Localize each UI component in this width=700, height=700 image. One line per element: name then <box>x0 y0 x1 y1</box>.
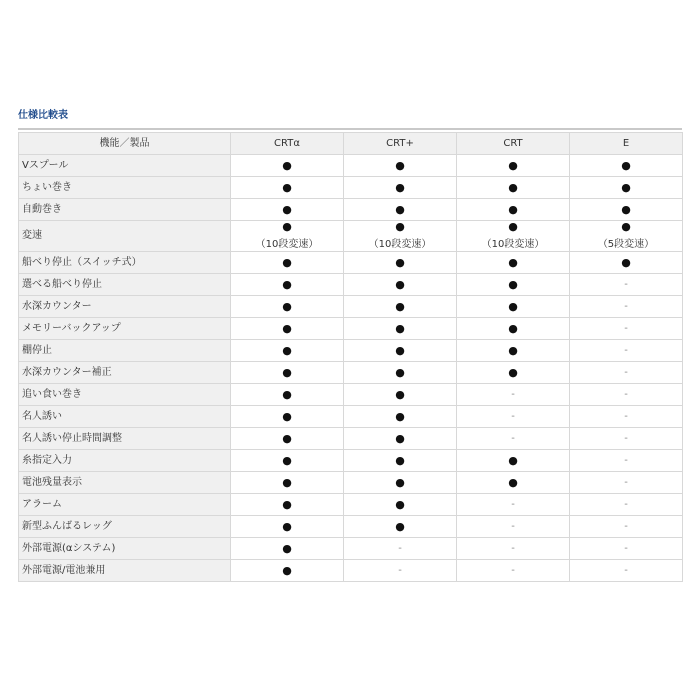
supported-mark: ● <box>508 453 518 467</box>
supported-mark: ● <box>395 180 405 194</box>
spec-cell <box>570 560 683 582</box>
unsupported-mark: - <box>624 454 628 466</box>
supported-mark: ● <box>282 255 292 269</box>
feature-label: 糸指定入力 <box>19 450 231 472</box>
spec-cell <box>457 560 570 582</box>
supported-mark: ● <box>621 255 631 269</box>
supported-mark: ● <box>282 387 292 401</box>
unsupported-mark: - <box>624 498 628 510</box>
spec-cell <box>344 199 457 221</box>
spec-cell <box>457 472 570 494</box>
spec-cell <box>457 252 570 274</box>
table-row <box>19 538 683 560</box>
supported-mark: ● <box>395 453 405 467</box>
unsupported-mark: - <box>624 564 628 576</box>
spec-cell <box>570 472 683 494</box>
spec-cell <box>231 199 344 221</box>
feature-label: 追い食い巻き <box>19 384 231 406</box>
spec-cell <box>231 516 344 538</box>
supported-mark: ● <box>395 158 405 172</box>
supported-mark: ● <box>621 180 631 194</box>
feature-label: 名人誘い停止時間調整 <box>19 428 231 450</box>
supported-mark: ● <box>508 343 518 357</box>
table-row <box>19 274 683 296</box>
spec-cell <box>457 494 570 516</box>
supported-mark: ● <box>508 277 518 291</box>
supported-mark: ● <box>508 299 518 313</box>
supported-mark: ● <box>395 475 405 489</box>
unsupported-mark: - <box>511 520 515 532</box>
unsupported-mark: - <box>624 388 628 400</box>
supported-mark: ● <box>508 180 518 194</box>
spec-cell <box>344 406 457 428</box>
supported-mark: ● <box>282 453 292 467</box>
spec-cell <box>231 494 344 516</box>
feature-label: 変速 <box>19 221 231 252</box>
unsupported-mark: - <box>624 520 628 532</box>
spec-cell <box>457 318 570 340</box>
unsupported-mark: - <box>511 498 515 510</box>
spec-note: （10段変速） <box>368 239 432 250</box>
header-product: CRT+ <box>344 133 457 155</box>
feature-label: 船べり停止（スイッチ式） <box>19 252 231 274</box>
spec-note: （10段変速） <box>255 239 319 250</box>
table-header-row <box>19 133 683 155</box>
supported-mark: ● <box>395 202 405 216</box>
supported-mark: ● <box>621 202 631 216</box>
spec-cell <box>344 472 457 494</box>
table-row <box>19 384 683 406</box>
table-row <box>19 221 683 252</box>
spec-cell <box>457 428 570 450</box>
spec-cell <box>231 472 344 494</box>
spec-cell <box>570 296 683 318</box>
spec-cell <box>231 406 344 428</box>
spec-cell <box>344 318 457 340</box>
supported-mark: ● <box>395 519 405 533</box>
unsupported-mark: - <box>624 410 628 422</box>
supported-mark: ● <box>282 343 292 357</box>
spec-cell <box>457 406 570 428</box>
spec-cell <box>231 296 344 318</box>
table-row <box>19 318 683 340</box>
spec-cell <box>231 450 344 472</box>
table-row <box>19 494 683 516</box>
spec-cell <box>457 516 570 538</box>
spec-cell <box>457 274 570 296</box>
supported-mark: ● <box>395 365 405 379</box>
supported-mark: ● <box>508 365 518 379</box>
table-row <box>19 450 683 472</box>
table-row <box>19 340 683 362</box>
spec-cell <box>344 450 457 472</box>
spec-cell <box>231 428 344 450</box>
supported-mark: ● <box>395 343 405 357</box>
table-row <box>19 362 683 384</box>
feature-label: 水深カウンター補正 <box>19 362 231 384</box>
spec-cell <box>457 177 570 199</box>
unsupported-mark: - <box>624 432 628 444</box>
unsupported-mark: - <box>398 564 402 576</box>
table-row <box>19 560 683 582</box>
spec-cell <box>457 384 570 406</box>
unsupported-mark: - <box>624 366 628 378</box>
supported-mark: ● <box>395 431 405 445</box>
supported-mark: ● <box>282 220 292 233</box>
header-product: CRTα <box>231 133 344 155</box>
spec-cell <box>457 538 570 560</box>
supported-mark: ● <box>508 321 518 335</box>
spec-cell <box>344 428 457 450</box>
unsupported-mark: - <box>511 388 515 400</box>
spec-cell <box>231 384 344 406</box>
supported-mark: ● <box>395 255 405 269</box>
spec-cell <box>457 296 570 318</box>
spec-cell <box>344 296 457 318</box>
spec-cell <box>457 450 570 472</box>
supported-mark: ● <box>282 519 292 533</box>
spec-cell <box>570 406 683 428</box>
supported-mark: ● <box>282 321 292 335</box>
supported-mark: ● <box>282 409 292 423</box>
supported-mark: ● <box>282 431 292 445</box>
supported-mark: ● <box>282 365 292 379</box>
supported-mark: ● <box>395 299 405 313</box>
feature-label: アラーム <box>19 494 231 516</box>
feature-label: ちょい巻き <box>19 177 231 199</box>
spec-note: （10段変速） <box>481 239 545 250</box>
unsupported-mark: - <box>398 542 402 554</box>
supported-mark: ● <box>395 409 405 423</box>
feature-label: 自動巻き <box>19 199 231 221</box>
spec-comparison-table <box>18 132 683 582</box>
supported-mark: ● <box>395 220 405 233</box>
unsupported-mark: - <box>624 344 628 356</box>
table-row <box>19 296 683 318</box>
supported-mark: ● <box>282 158 292 172</box>
unsupported-mark: - <box>624 300 628 312</box>
spec-cell <box>570 221 683 252</box>
table-row <box>19 516 683 538</box>
spec-cell <box>570 538 683 560</box>
table-row <box>19 428 683 450</box>
table-row <box>19 199 683 221</box>
spec-cell <box>344 516 457 538</box>
supported-mark: ● <box>282 299 292 313</box>
supported-mark: ● <box>395 321 405 335</box>
spec-cell <box>344 538 457 560</box>
spec-cell <box>231 155 344 177</box>
spec-cell <box>570 340 683 362</box>
spec-cell <box>457 199 570 221</box>
spec-cell <box>231 274 344 296</box>
unsupported-mark: - <box>511 564 515 576</box>
unsupported-mark: - <box>511 410 515 422</box>
table-row <box>19 155 683 177</box>
spec-cell <box>344 252 457 274</box>
table-row <box>19 252 683 274</box>
spec-cell <box>570 177 683 199</box>
spec-cell <box>570 274 683 296</box>
spec-cell <box>344 221 457 252</box>
spec-cell <box>570 494 683 516</box>
table-body <box>19 155 683 582</box>
unsupported-mark: - <box>624 322 628 334</box>
supported-mark: ● <box>395 277 405 291</box>
supported-mark: ● <box>395 387 405 401</box>
table-row <box>19 177 683 199</box>
unsupported-mark: - <box>624 278 628 290</box>
spec-cell <box>344 177 457 199</box>
spec-cell <box>457 362 570 384</box>
spec-cell <box>344 494 457 516</box>
spec-cell <box>457 221 570 252</box>
supported-mark: ● <box>282 180 292 194</box>
spec-cell <box>570 155 683 177</box>
spec-cell <box>344 362 457 384</box>
supported-mark: ● <box>282 563 292 577</box>
spec-cell <box>231 538 344 560</box>
feature-label: 電池残量表示 <box>19 472 231 494</box>
spec-cell <box>344 274 457 296</box>
unsupported-mark: - <box>624 476 628 488</box>
spec-cell <box>570 318 683 340</box>
spec-cell <box>570 252 683 274</box>
spec-cell <box>570 450 683 472</box>
feature-label: 棚停止 <box>19 340 231 362</box>
spec-cell <box>344 155 457 177</box>
spec-cell <box>231 318 344 340</box>
spec-note: （5段変速） <box>597 239 655 250</box>
spec-cell <box>457 340 570 362</box>
spec-cell <box>231 252 344 274</box>
supported-mark: ● <box>621 220 631 233</box>
table-row <box>19 406 683 428</box>
page-title: 仕様比較表 <box>18 110 68 121</box>
feature-label: 外部電源/電池兼用 <box>19 560 231 582</box>
supported-mark: ● <box>508 475 518 489</box>
unsupported-mark: - <box>511 432 515 444</box>
supported-mark: ● <box>282 202 292 216</box>
feature-label: Vスプール <box>19 155 231 177</box>
spec-cell <box>344 340 457 362</box>
supported-mark: ● <box>621 158 631 172</box>
header-product: CRT <box>457 133 570 155</box>
supported-mark: ● <box>395 497 405 511</box>
feature-label: メモリーバックアップ <box>19 318 231 340</box>
supported-mark: ● <box>508 220 518 233</box>
supported-mark: ● <box>282 475 292 489</box>
spec-cell <box>570 199 683 221</box>
spec-cell <box>570 516 683 538</box>
spec-cell <box>231 177 344 199</box>
supported-mark: ● <box>508 158 518 172</box>
spec-cell <box>457 155 570 177</box>
supported-mark: ● <box>508 255 518 269</box>
feature-label: 新型ふんばるレッグ <box>19 516 231 538</box>
table-row <box>19 472 683 494</box>
spec-cell <box>570 428 683 450</box>
spec-cell <box>570 362 683 384</box>
spec-cell <box>231 221 344 252</box>
spec-cell <box>231 340 344 362</box>
spec-cell <box>231 362 344 384</box>
unsupported-mark: - <box>624 542 628 554</box>
spec-cell <box>344 384 457 406</box>
supported-mark: ● <box>508 202 518 216</box>
feature-label: 水深カウンター <box>19 296 231 318</box>
unsupported-mark: - <box>511 542 515 554</box>
feature-label: 名人誘い <box>19 406 231 428</box>
supported-mark: ● <box>282 541 292 555</box>
spec-cell <box>344 560 457 582</box>
supported-mark: ● <box>282 497 292 511</box>
feature-label: 選べる船べり停止 <box>19 274 231 296</box>
spec-cell <box>570 384 683 406</box>
header-feature: 機能／製品 <box>19 133 231 155</box>
spec-cell <box>231 560 344 582</box>
feature-label: 外部電源(αシステム) <box>19 538 231 560</box>
supported-mark: ● <box>282 277 292 291</box>
title-divider <box>18 128 682 130</box>
header-product: E <box>570 133 683 155</box>
